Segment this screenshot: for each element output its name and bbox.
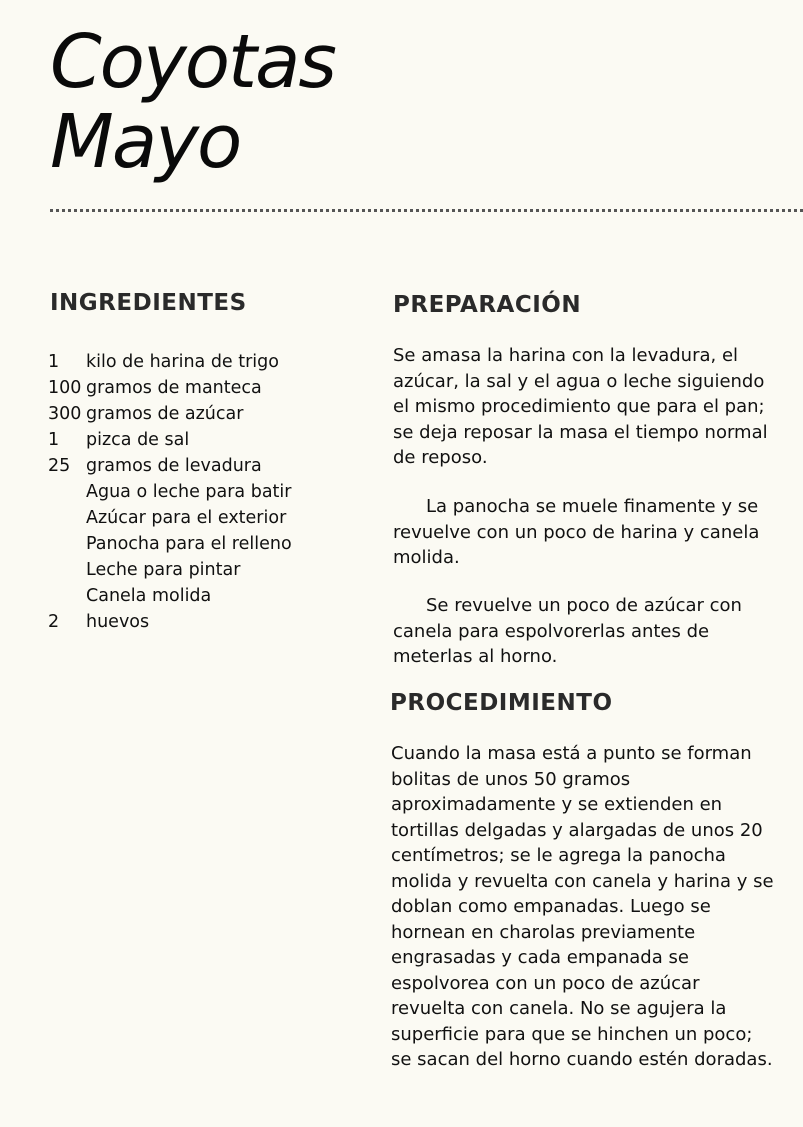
ingredient-text: huevos (86, 612, 150, 632)
ingredient-text: Canela molida (86, 586, 212, 606)
procedure-heading: PROCEDIMIENTO (390, 690, 613, 716)
ingredient-text: Agua o leche para batir (86, 482, 292, 502)
ingredient-text: gramos de azúcar (86, 404, 244, 424)
procedure-paragraph: Cuando la masa está a punto se forman bolitas de unos 50 gramos aproximadamente y se extienden en tortillas delgadas y alargadas de unos 20 centímetros; se le agrega la panocha molida y revuelta con canela y harina y se doblan como empanadas. Luego se hornean en charolas previamente engrasadas y cada empanada se espolvorea con un poco de azúcar revuelta con canela. No se agujera la superficie para que se hinchen un poco; se sacan del horno cuando estén doradas. (391, 743, 774, 1070)
preparation-paragraph-2: La panocha se muele finamente y se revuelve con un poco de harina y canela molida. (393, 496, 760, 568)
title-divider (50, 209, 803, 212)
preparation-paragraph-3: Se revuelve un poco de azúcar con canela para espolvorerlas antes de meterlas al horno. (393, 595, 742, 667)
ingredient-text: gramos de manteca (86, 378, 262, 398)
ingredient-quantity: 100 (48, 378, 82, 398)
ingredient-text: Panocha para el relleno (86, 534, 292, 554)
recipe-title (50, 19, 335, 185)
recipe-title-line-1: Coyotas (50, 19, 335, 105)
preparation-paragraph-1: Se amasa la harina con la levadura, el azúcar, la sal y el agua o leche siguiendo el mismo procedimiento que para el pan; se deja reposar la masa el tiempo normal de reposo. (393, 345, 768, 468)
ingredient-quantity: 2 (48, 612, 60, 632)
ingredient-text: Azúcar para el exterior (86, 508, 287, 528)
preparation-heading: PREPARACIÓN (393, 292, 582, 318)
ingredient-text: gramos de levadura (86, 456, 262, 476)
ingredient-quantity: 1 (48, 430, 60, 450)
ingredient-quantity: 25 (48, 456, 71, 476)
ingredients-heading: INGREDIENTES (50, 290, 247, 316)
recipe-title-line-2: Mayo (50, 99, 241, 185)
ingredient-quantity: 300 (48, 404, 82, 424)
ingredient-text: kilo de harina de trigo (86, 352, 279, 372)
ingredient-text: Leche para pintar (86, 560, 241, 580)
ingredient-text: pizca de sal (86, 430, 190, 450)
ingredient-quantity: 1 (48, 352, 60, 372)
